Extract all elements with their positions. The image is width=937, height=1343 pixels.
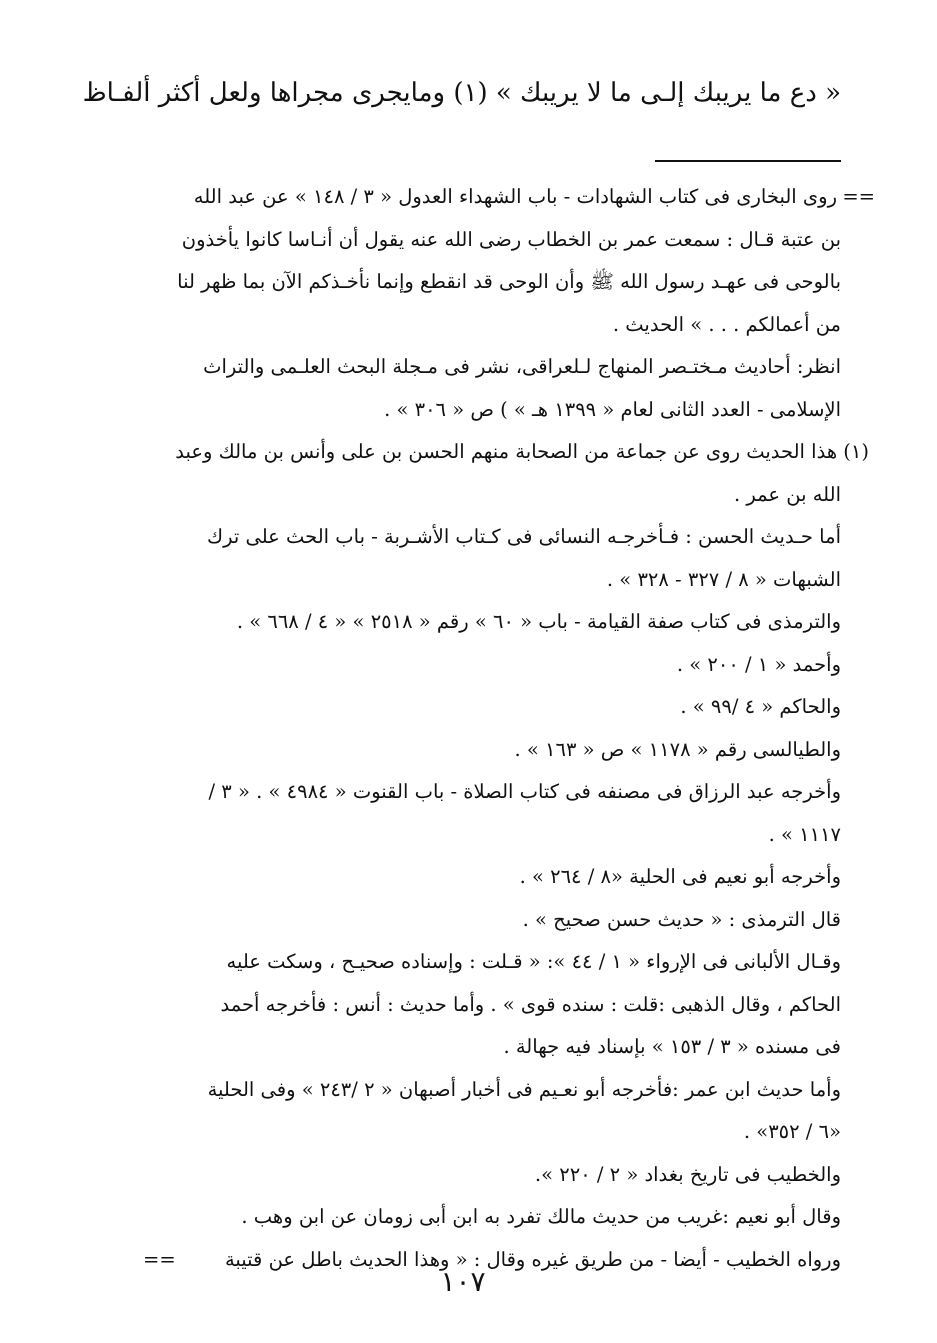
footnote-line: وقـال الألبانى فى الإرواء « ١ / ٤٤ »: « قـلت : وإسناده صحيـح ، وسكت عليه bbox=[226, 950, 841, 973]
footnote-line: من أعمالكم . . . » الحديث . bbox=[612, 312, 841, 336]
footnote-line: فى مسنده « ٣ / ١٥٣ » بإسناد فيه جهالة . bbox=[503, 1035, 841, 1058]
footnote-line: الإسلامى - العدد الثانى لعام « ١٣٩٩ هـ » ) ص « ٣٠٦ » . bbox=[384, 397, 841, 421]
footnote-line: والخطيب فى تاريخ بغداد « ٢ / ٢٢٠ ». bbox=[534, 1162, 841, 1186]
continuation-marker: == bbox=[842, 185, 875, 208]
footnote-line: والترمذى فى كتاب صفة القيامة - باب « ٦٠ » رقم « ٢٥١٨ » « ٤ / ٦٦٨ » . bbox=[236, 610, 841, 633]
page-number: ١٠٧ bbox=[440, 1265, 486, 1298]
footnote-line: ١١١٧ » . bbox=[768, 822, 841, 846]
footnote-line: وأحمد « ١ / ٢٠٠ » . bbox=[676, 652, 841, 676]
footnote-line: أما حـديث الحسن : فـأخرجـه النسائى فى كـتاب الأشـربة - باب الحث على ترك bbox=[207, 525, 841, 548]
footnote-separator bbox=[655, 160, 841, 162]
footnote-line: قال الترمذى : « حديث حسن صحيح » . bbox=[522, 907, 841, 931]
footnote-line: والحاكم « ٤ /٩٩ » . bbox=[680, 695, 841, 718]
footnote-line: بالوحى فى عهـد رسول الله ﷺ وأن الوحى قد انقطع وإنما نأخـذكم الآن بما ظهر لنا bbox=[177, 270, 841, 293]
footnote-line: انظر: أحاديث مـختـصر المنهاج لـلعراقى، نشر فى مـجلة البحث العلـمى والتراث bbox=[203, 355, 841, 378]
footnote-line: والطيالسى رقم « ١١٧٨ » ص « ١٦٣ » . bbox=[514, 737, 841, 761]
footnote-line: «٦ / ٣٥٢» . bbox=[743, 1120, 841, 1143]
footnote-line: وقال أبو نعيم :غريب من حديث مالك تفرد به ابن أبى زومان عن ابن وهب . bbox=[241, 1205, 841, 1228]
footnote-line-text: ورواه الخطيب - أيضا - من طريق غيره وقال : « وهذا الحديث باطل عن قتيبة bbox=[224, 1247, 841, 1271]
footnote-line bbox=[129, 176, 875, 219]
footnote-line: بن عتبة قـال : سمعت عمر بن الخطاب رضى الله عنه يقول أن أنـاسا كانوا يأخذون bbox=[181, 227, 841, 251]
footnote-line-text: روى البخارى فى كتاب الشهادات - باب الشهداء العدول « ٣ / ١٤٨ » عن عبد الله bbox=[193, 185, 837, 208]
main-text-line: « دع ما يريبك إلـى ما لا يريبك » (١) ومايجرى مجراها ولعل أكثر ألفـاظ bbox=[82, 78, 841, 108]
footnote-line: وأخرجه أبو نعيم فى الحلية «٨ / ٢٦٤ » . bbox=[519, 865, 841, 888]
footnote-line: وأما حديث ابن عمر :فأخرجه أبو نعـيم فى أخبار أصبهان « ٢ /٢٤٣ » وفى الحلية bbox=[207, 1077, 841, 1101]
footnote-line: الله بن عمر . bbox=[733, 482, 841, 506]
trailing-continuation-marker: == bbox=[143, 1247, 176, 1271]
footnote-line: وأخرجه عبد الرزاق فى مصنفه فى كتاب الصلاة - باب القنوت « ٤٩٨٤ » . « ٣ / bbox=[208, 780, 841, 803]
footnote-line: الشبهات « ٨ / ٣٢٧ - ٣٢٨ » . bbox=[606, 567, 841, 591]
footnotes-block bbox=[129, 176, 875, 1281]
footnote-line: (١) هذا الحديث روى عن جماعة من الصحابة منهم الحسن بن على وأنس بن مالك وعبد bbox=[175, 440, 869, 463]
footnote-line: الحاكم ، وقال الذهبى :قلت : سنده قوى » . وأما حديث : أنس : فأخرجه أحمد bbox=[220, 992, 841, 1016]
